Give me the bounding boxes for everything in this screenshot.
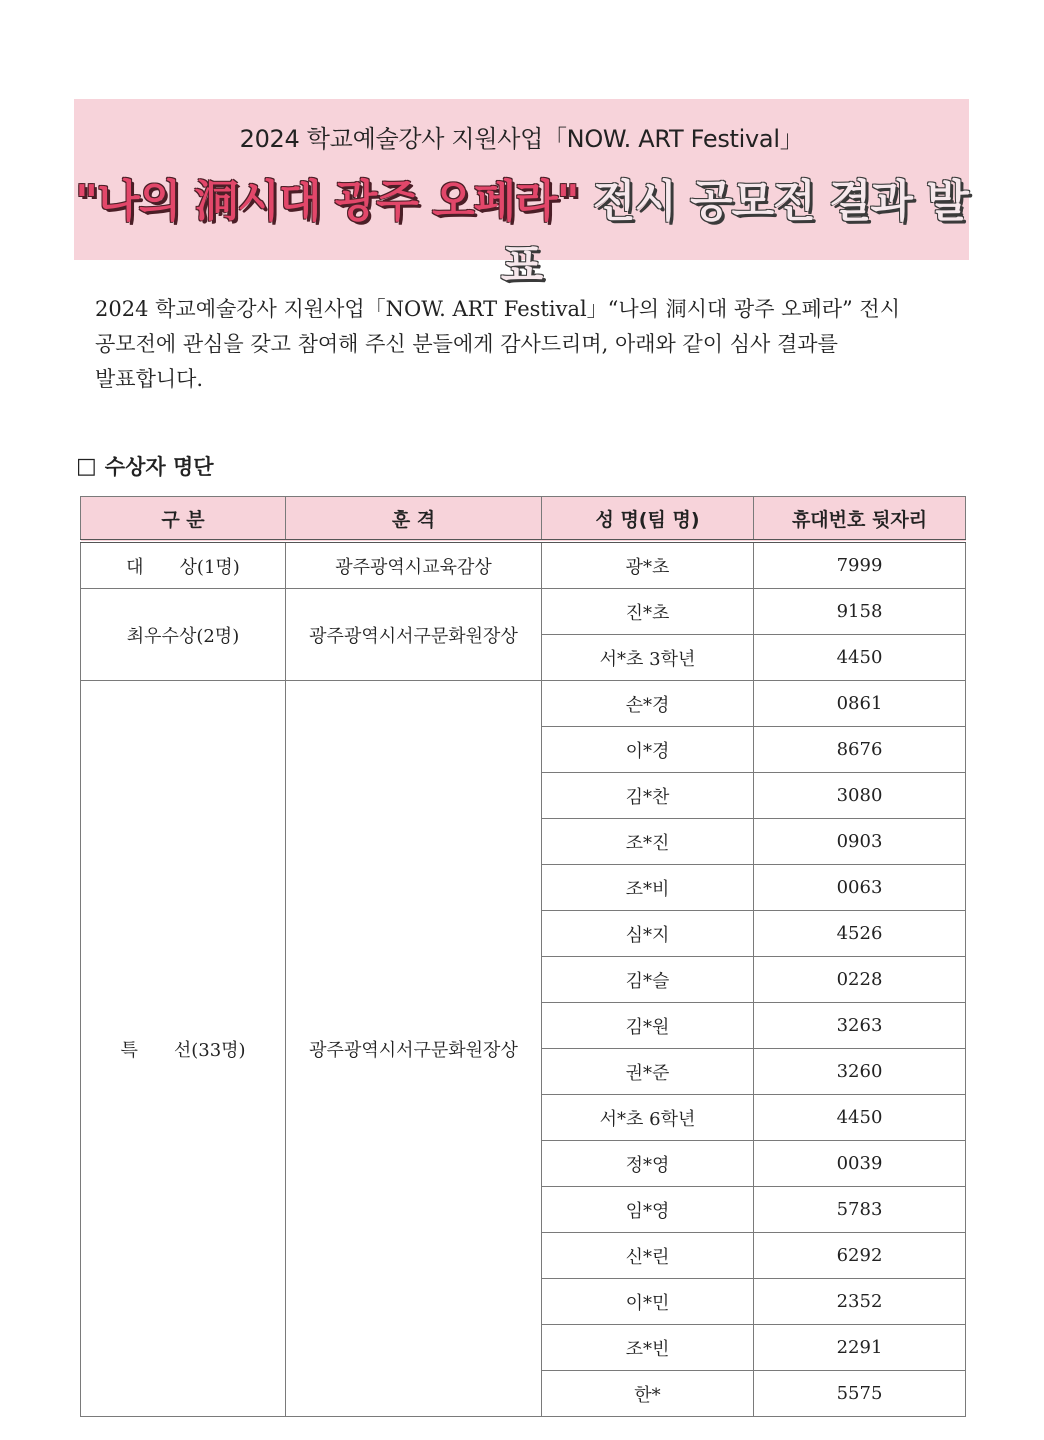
phone-cell: 4450 xyxy=(754,1095,966,1141)
intro-paragraph xyxy=(95,292,915,397)
table-row xyxy=(81,541,966,589)
name-cell: 김*슬 xyxy=(542,957,754,1003)
awards-table-body xyxy=(81,541,966,1417)
name-cell: 한* xyxy=(542,1371,754,1417)
banner-title-highlight: "나의 洞시대 광주 오페라" xyxy=(75,176,579,227)
phone-cell: 5575 xyxy=(754,1371,966,1417)
award-cell: 광주광역시서구문화원장상 xyxy=(286,681,542,1417)
banner-subtitle: 2024 학교예술강사 지원사업「NOW. ART Festival」 xyxy=(239,125,804,153)
name-cell: 이*경 xyxy=(542,727,754,773)
phone-cell: 3263 xyxy=(754,1003,966,1049)
name-cell: 신*린 xyxy=(542,1233,754,1279)
category-cell: 특 선(33명) xyxy=(81,681,286,1417)
name-cell: 권*준 xyxy=(542,1049,754,1095)
phone-cell: 0228 xyxy=(754,957,966,1003)
checkbox-icon: □ xyxy=(76,453,97,479)
table-header-row xyxy=(81,497,966,542)
name-cell: 김*찬 xyxy=(542,773,754,819)
intro-line: 2024 학교예술강사 지원사업「NOW. ART Festival」“나의 洞시대 광주 오페라” 전시 xyxy=(95,297,900,321)
name-cell: 조*비 xyxy=(542,865,754,911)
phone-cell: 6292 xyxy=(754,1233,966,1279)
phone-cell: 4450 xyxy=(754,635,966,681)
phone-cell: 2352 xyxy=(754,1279,966,1325)
phone-cell: 4526 xyxy=(754,911,966,957)
name-cell: 이*민 xyxy=(542,1279,754,1325)
award-cell: 광주광역시교육감상 xyxy=(286,541,542,589)
phone-cell: 9158 xyxy=(754,589,966,635)
intro-line: 공모전에 관심을 갖고 참여해 주신 분들에게 감사드리며, 아래와 같이 심사 결과를 xyxy=(95,332,838,356)
name-cell: 서*초 6학년 xyxy=(542,1095,754,1141)
header-award: 훈 격 xyxy=(286,497,542,542)
phone-cell: 0861 xyxy=(754,681,966,727)
table-row xyxy=(81,681,966,727)
category-cell: 최우수상(2명) xyxy=(81,589,286,681)
name-cell: 조*진 xyxy=(542,819,754,865)
header-name: 성 명(팀 명) xyxy=(542,497,754,542)
section-heading xyxy=(76,451,214,481)
name-cell: 진*초 xyxy=(542,589,754,635)
title-banner xyxy=(74,99,969,291)
banner-title-rest: 전시 공모전 결과 발표 xyxy=(500,176,968,291)
table-row xyxy=(81,589,966,635)
intro-line: 발표합니다. xyxy=(95,367,204,391)
name-cell: 심*지 xyxy=(542,911,754,957)
name-cell: 손*경 xyxy=(542,681,754,727)
phone-cell: 0903 xyxy=(754,819,966,865)
name-cell: 조*빈 xyxy=(542,1325,754,1371)
phone-cell: 3080 xyxy=(754,773,966,819)
award-cell: 광주광역시서구문화원장상 xyxy=(286,589,542,681)
name-cell: 서*초 3학년 xyxy=(542,635,754,681)
phone-cell: 8676 xyxy=(754,727,966,773)
phone-cell: 0039 xyxy=(754,1141,966,1187)
banner-title xyxy=(74,165,969,293)
phone-cell: 7999 xyxy=(754,541,966,589)
phone-cell: 2291 xyxy=(754,1325,966,1371)
name-cell: 정*영 xyxy=(542,1141,754,1187)
name-cell: 광*초 xyxy=(542,541,754,589)
header-phone: 휴대번호 뒷자리 xyxy=(754,497,966,542)
name-cell: 임*영 xyxy=(542,1187,754,1233)
phone-cell: 0063 xyxy=(754,865,966,911)
category-cell: 대 상(1명) xyxy=(81,541,286,589)
phone-cell: 5783 xyxy=(754,1187,966,1233)
header-category: 구 분 xyxy=(81,497,286,542)
name-cell: 김*원 xyxy=(542,1003,754,1049)
section-title: 수상자 명단 xyxy=(104,455,214,479)
awards-table xyxy=(80,496,966,1417)
phone-cell: 3260 xyxy=(754,1049,966,1095)
